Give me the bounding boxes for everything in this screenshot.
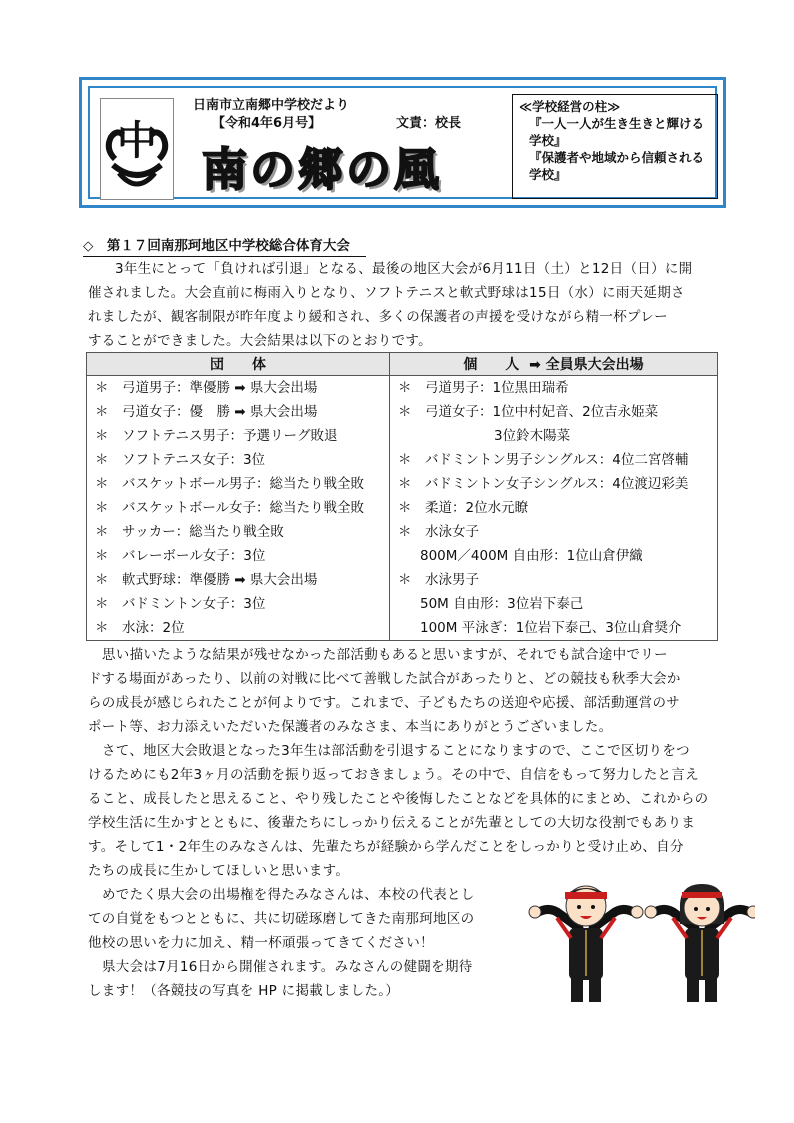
list-item: ＊ ソフトテニス男子：予選リーグ敗退: [95, 428, 338, 444]
text-line: します！（各競技の写真を HP に掲載しました。）: [88, 983, 400, 999]
text-line: 他校の思いを力に加え、精一杯頑張ってきてください！: [88, 935, 434, 951]
paragraph-retirement: [88, 739, 708, 883]
list-item: ＊ バドミントン女子：3位: [95, 596, 266, 612]
individual-header-note: 全員県大会出場: [545, 357, 644, 373]
text-line: れましたが、観客制限が昨年度より緩和され、多くの保護者の声援を受けながら精一杯プレー: [88, 309, 668, 325]
cheerleaders-illustration: [527, 878, 755, 1002]
text-line: ての自覚をもつとともに、共に切磋琢磨してきた南那珂地区の: [88, 911, 475, 927]
motto-box: [512, 94, 718, 199]
text-line: 学校生活に生かすとともに、後輩たちにしっかり伝えることが先輩としての大切な役割でもありま: [88, 815, 696, 831]
motto-item: 『一人一人が生き生きと輝ける学校』: [529, 116, 705, 148]
svg-text:中: 中: [117, 118, 157, 164]
cheerleader-girl-icon: [645, 884, 755, 1002]
masthead: [79, 77, 726, 208]
text-line: めでたく県大会の出場権を得たみなさんは、本校の代表とし: [102, 887, 475, 903]
school-name: 日南市立南郷中学校だより: [193, 98, 350, 113]
school-emblem: [100, 98, 174, 200]
section-heading: ◇ 第１７回南那珂地区中学校総合体育大会: [83, 234, 366, 257]
paragraph-prefecture-meet: [88, 883, 475, 1003]
school-emblem-icon: [101, 99, 173, 199]
list-item: ＊ 弓道男子：1位黒田瑞希: [398, 380, 569, 396]
list-item: 3位鈴木陽菜: [494, 428, 571, 444]
list-item: ＊ 水泳女子: [398, 524, 479, 540]
text-line: 3年生にとって「負ければ引退」となる、最後の地区大会が6月11日（土）と12日（日）に開: [115, 261, 693, 277]
text-line: たちの成長に生かしてほしいと思います。: [88, 863, 350, 879]
motto-item: 『保護者や地域から信頼される学校』: [529, 150, 705, 182]
team-column-header: 団 体: [87, 353, 390, 376]
author: 文責：校長: [396, 116, 462, 131]
cheerleader-boy-icon: [529, 886, 643, 1002]
list-item: ＊ バスケットボール女子：総当たり戦全敗: [95, 500, 365, 516]
team-results-list: [87, 376, 389, 640]
individual-column-header: [390, 353, 718, 376]
text-line: らの成長が感じられたことが何よりです。これまで、子どもたちの送迎や応援、部活動運営のサ: [88, 695, 681, 711]
text-line: さて、地区大会敗退となった3年生は部活動を引退することになりますので、ここで区切りをつ: [102, 743, 690, 759]
list-item: ＊ バドミントン女子シングルス：4位渡辺彩美: [398, 476, 689, 492]
masthead-inner-border: [88, 86, 717, 199]
list-item: 100M 平泳ぎ：1位岩下泰己、3位山倉奨介: [420, 620, 682, 636]
text-line: 県大会は7月16日から開催されます。みなさんの健闘を期待: [102, 959, 473, 975]
list-item: ＊ バドミントン男子シングルス：4位二宮啓輔: [398, 452, 689, 468]
text-line: ポート等、お力添えいただいた保護者のみなさま、本当にありがとうございました。: [88, 719, 613, 735]
individual-header-label: 個 人: [463, 357, 520, 373]
list-item: ＊ バスケットボール男子：総当たり戦全敗: [95, 476, 365, 492]
list-item: 50M 自由形：3位岩下泰己: [420, 596, 584, 612]
text-line: 催されました。大会直前に梅雨入りとなり、ソフトテニスと軟式野球は15日（水）に雨天延期さ: [88, 285, 685, 301]
list-item: ＊ 水泳男子: [398, 572, 479, 588]
text-line: 思い描いたような結果が残せなかった部活動もあると思いますが、それでも試合途中でリー: [102, 647, 668, 663]
list-item: ＊ 水泳：2位: [95, 620, 185, 636]
individual-results-list: [390, 376, 717, 640]
paragraph-thanks: [88, 643, 681, 739]
text-line: けるためにも2年3ヶ月の活動を振り返っておきましょう。その中で、自信をもって努力したと言え: [88, 767, 699, 783]
list-item: ＊ バレーボール女子：3位: [95, 548, 266, 564]
text-line: することができました。大会結果は以下のとおりです。: [88, 333, 432, 349]
team-results-cell: [87, 376, 390, 641]
list-item: 800M／400M 自由形：1位山倉伊織: [420, 548, 643, 564]
list-item: ＊ 軟式野球：準優勝 ➡ 県大会出場: [95, 572, 318, 588]
text-line: ること、成長したと思えること、やり残したことや後悔したことなどを具体的にまとめ、これからの: [88, 791, 709, 807]
arrow-right-icon: ➡: [529, 357, 541, 373]
list-item: ＊ 弓道女子：優 勝 ➡ 県大会出場: [95, 404, 318, 420]
list-item: ＊ ソフトテニス女子：3位: [95, 452, 266, 468]
motto-heading: ≪学校経営の柱≫: [519, 99, 621, 114]
text-line: ドする場面があったり、以前の対戦に比べて善戦した試合があったりと、どの競技も秋季大会か: [88, 671, 681, 687]
newsletter-title: 南の郷の風: [202, 143, 443, 196]
list-item: ＊ サッカー：総当たり戦全敗: [95, 524, 284, 540]
text-line: す。そして1・2年生のみなさんは、先輩たちが経験から学んだことをしっかりと受け止め、自分: [88, 839, 684, 855]
list-item: ＊ 弓道女子：1位中村妃音、2位吉永姫菜: [398, 404, 659, 420]
individual-results-cell: [390, 376, 718, 641]
issue-number: 【令和4年6月号】: [212, 116, 322, 131]
intro-paragraph: [88, 257, 692, 353]
list-item: ＊ 柔道：2位水元瞭: [398, 500, 529, 516]
results-table: [86, 352, 718, 641]
list-item: ＊ 弓道男子：準優勝 ➡ 県大会出場: [95, 380, 318, 396]
